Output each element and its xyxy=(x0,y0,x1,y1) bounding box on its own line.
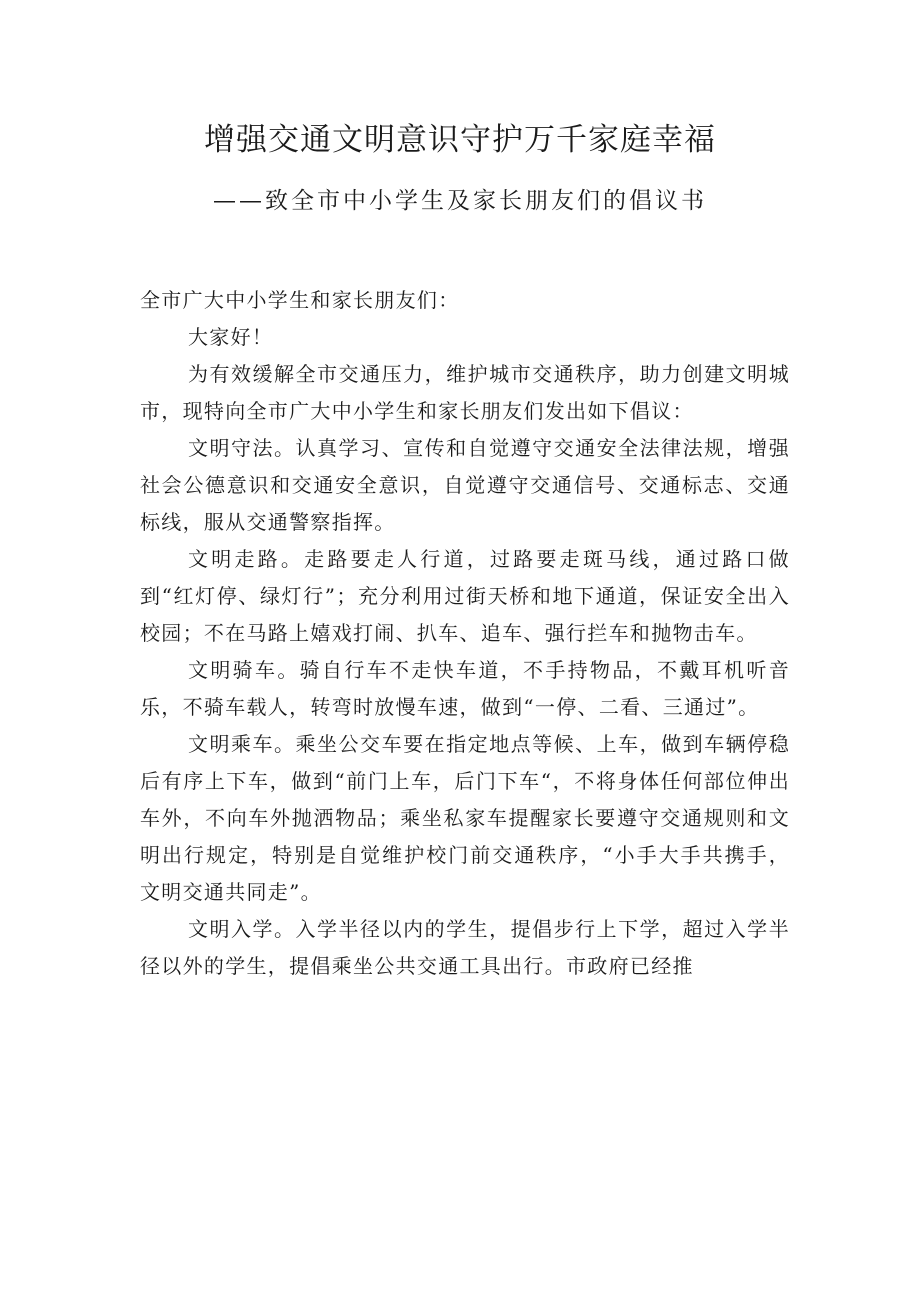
paragraph-cycling: 文明骑车。骑自行车不走快车道，不手持物品，不戴耳机听音乐，不骑车载人，转弯时放慢车速，做到“一停、二看、三通过”。 xyxy=(140,658,790,719)
paragraph-riding: 文明乘车。乘坐公交车要在指定地点等候、上车，做到车辆停稳后有序上下车，做到“前门上车，后门下车“，不将身体任何部位伸出车外，不向车外抛洒物品；乘坐私家车提醒家长要遵守交通规则和文明出行规定，特别是自觉维护校门前交通秩序，“小手大手共携手，文明交通共同走”。 xyxy=(140,732,790,904)
document-subtitle: ——致全市中小学生及家长朋友们的倡议书 xyxy=(213,188,707,214)
document-title: 增强交通文明意识守护万千家庭幸福 xyxy=(204,122,716,158)
paragraph-walking: 文明走路。走路要走人行道，过路要走斑马线，通过路口做到“红灯停、绿灯行”；充分利用过街天桥和地下通道，保证安全出入校园；不在马路上嬉戏打闹、扒车、追车、强行拦车和抛物击车。 xyxy=(140,547,790,645)
paragraph-law: 文明守法。认真学习、宣传和自觉遵守交通安全法律法规，增强社会公德意识和交通安全意识，自觉遵守交通信号、交通标志、交通标线，服从交通警察指挥。 xyxy=(140,436,790,534)
paragraph-intro: 为有效缓解全市交通压力，维护城市交通秩序，助力创建文明城市，现特向全市广大中小学生和家长朋友们发出如下倡议： xyxy=(140,362,790,423)
document-body xyxy=(140,282,790,985)
paragraph-school: 文明入学。入学半径以内的学生，提倡步行上下学，超过入学半径以外的学生，提倡乘坐公共交通工具出行。市政府已经推 xyxy=(140,917,790,978)
greeting: 大家好！ xyxy=(188,325,274,349)
salutation: 全市广大中小学生和家长朋友们： xyxy=(140,288,460,312)
